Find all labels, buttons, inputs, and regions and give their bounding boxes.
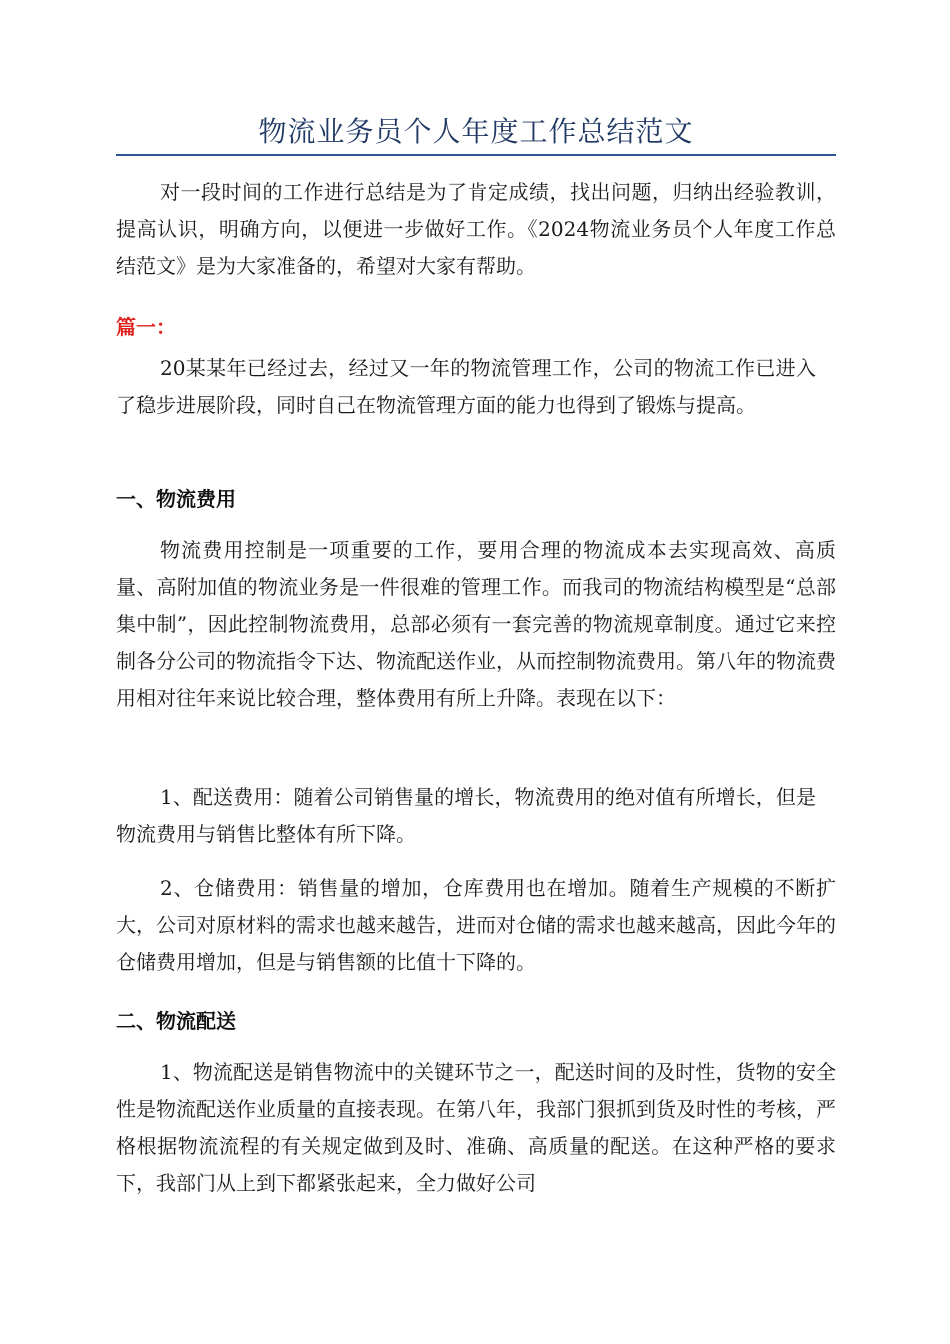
paragraph-3: 1、配送费用：随着公司销售量的增长，物流费用的绝对值有所增长，但是物流费用与销售比整体有所下降。 <box>116 785 816 846</box>
heading-logistics-delivery: 二、物流配送 <box>116 1009 236 1033</box>
heading-logistics-cost: 一、物流费用 <box>116 487 236 511</box>
paragraph-5: 1、物流配送是销售物流中的关键环节之一，配送时间的及时性，货物的安全性是物流配送作业质量的直接表现。在第八年，我部门狠抓到货及时性的考核，严格根据物流流程的有关规定做到及时、准确、高质量的配送。在这种严格的要求下，我部门从上到下都紧张起来，全力做好公司 <box>116 1060 836 1195</box>
paragraph-4: 2、仓储费用：销售量的增加，仓库费用也在增加。随着生产规模的不断扩大，公司对原材料的需求也越来越告，进而对仓储的需求也越来越高，因此今年的仓储费用增加，但是与销售额的比值十下降的。 <box>116 876 836 974</box>
document-title: 物流业务员个人年度工作总结范文 <box>258 115 694 148</box>
title-underline <box>116 154 836 156</box>
section-label: 篇一： <box>116 315 176 339</box>
intro-paragraph: 对一段时间的工作进行总结是为了肯定成绩，找出问题，归纳出经验教训，提高认识，明确方向，以便进一步做好工作。《2024物流业务员个人年度工作总结范文》是为大家准备的，希望对大家有帮助。 <box>116 180 836 278</box>
paragraph-1: 20某某年已经过去，经过又一年的物流管理工作，公司的物流工作已进入了稳步进展阶段，同时自己在物流管理方面的能力也得到了锻炼与提高。 <box>116 356 816 417</box>
paragraph-2: 物流费用控制是一项重要的工作，要用合理的物流成本去实现高效、高质量、高附加值的物流业务是一件很难的管理工作。而我司的物流结构模型是“总部集中制”，因此控制物流费用，总部必须有一套完善的物流规章制度。通过它来控制各分公司的物流指令下达、物流配送作业，从而控制物流费用。第八年的物流费用相对往年来说比较合理，整体费用有所上升降。表现在以下： <box>116 538 836 710</box>
